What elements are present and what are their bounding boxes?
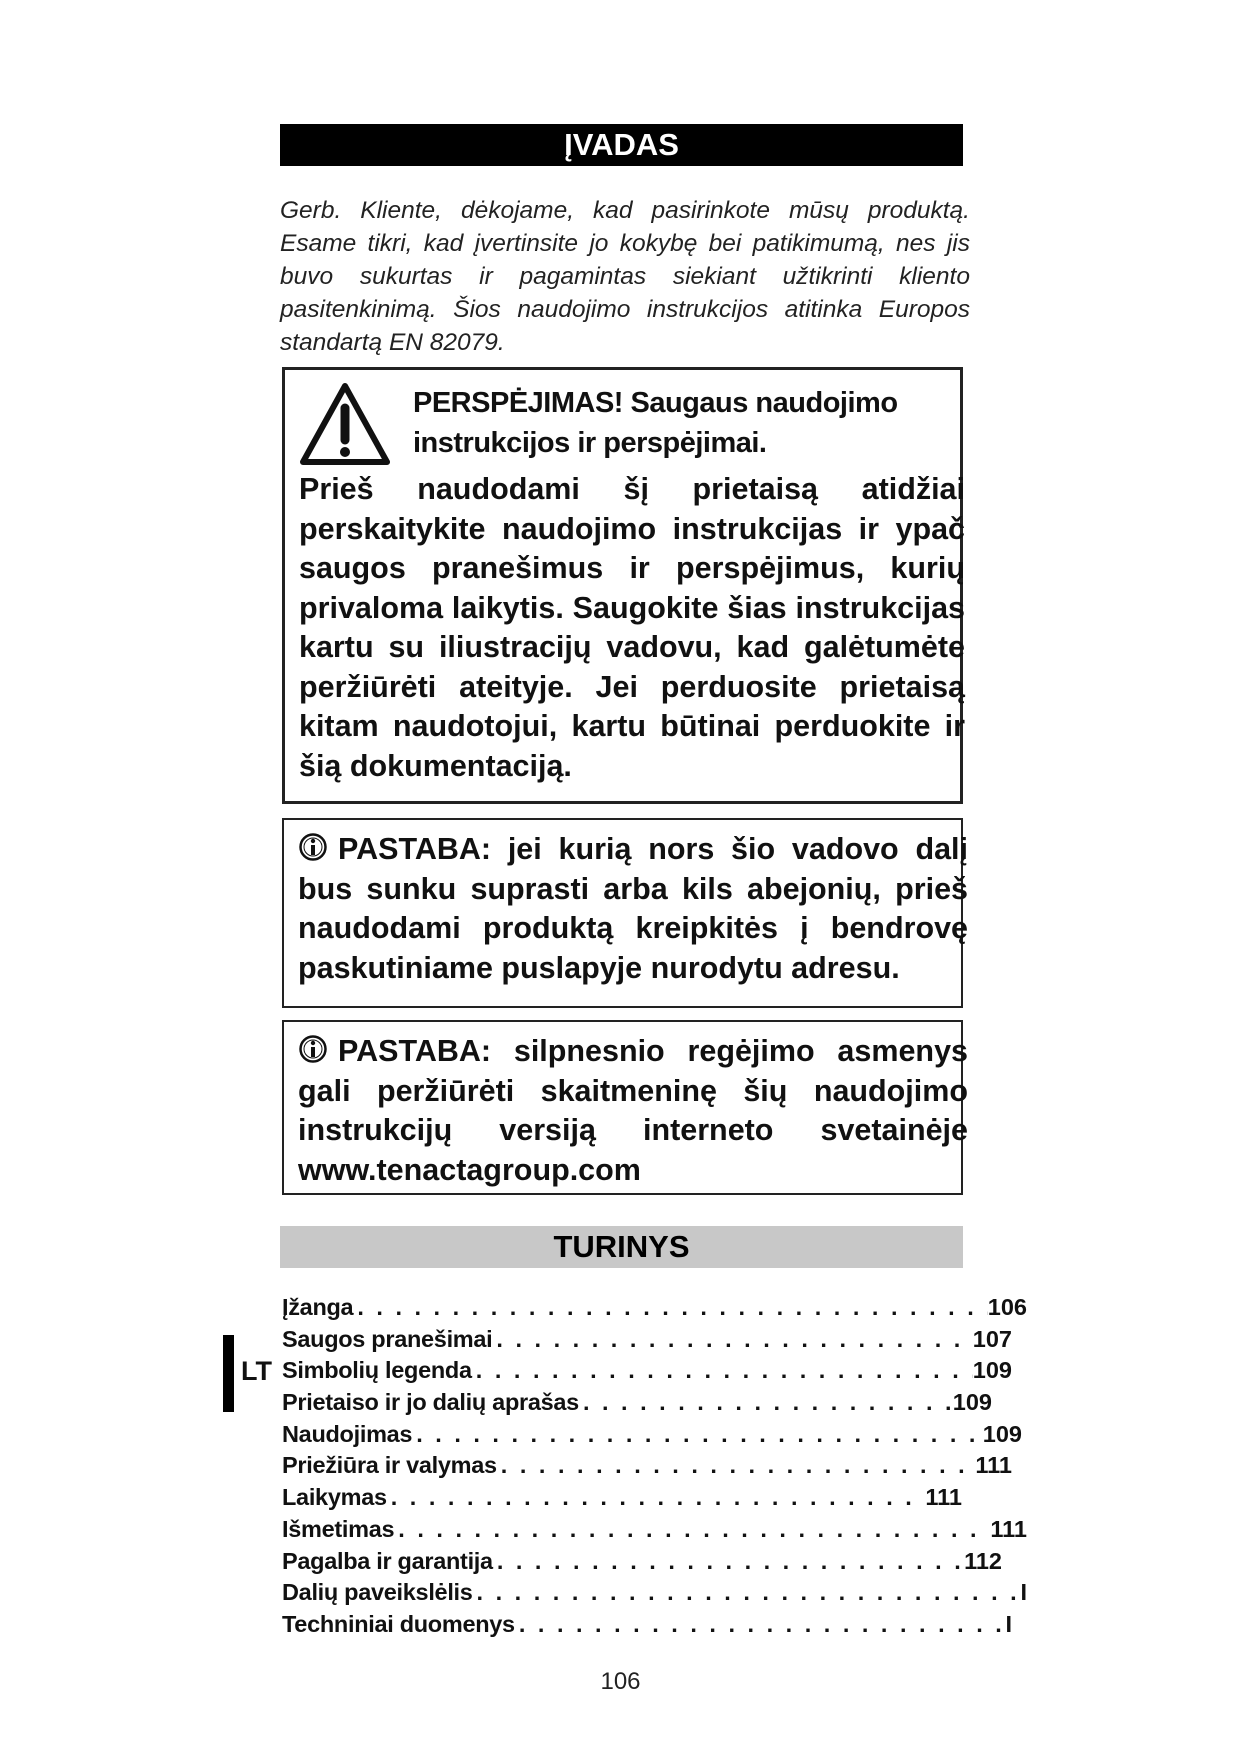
- toc-item-page: 109: [972, 1357, 1012, 1384]
- toc-item-page: I: [1005, 1610, 1012, 1637]
- toc-item-page: 109: [982, 1420, 1022, 1447]
- toc-item-leader: [387, 1482, 926, 1514]
- toc-item[interactable]: [282, 1292, 1027, 1324]
- toc-item-leader: [515, 1609, 1006, 1641]
- toc-item-leader: [353, 1292, 987, 1324]
- toc-item-leader: [394, 1514, 990, 1546]
- toc-item-label: Prietaiso ir jo dalių aprašas: [282, 1389, 579, 1416]
- toc-item[interactable]: [282, 1324, 1012, 1356]
- page-number: 106: [600, 1668, 641, 1695]
- toc-item[interactable]: [282, 1482, 962, 1514]
- toc-item-page: 109: [952, 1389, 992, 1416]
- toc-item-page: 111: [925, 1484, 962, 1511]
- intro-text: Gerb. Kliente, dėkojame, kad pasirinkote mūsų produktą. Esame tikri, kad įvertinsite jo kokybę bei patikimumą, nes jis buvo sukurtas ir pagamintas siekiant užtikrinti kliento pasitenkinimą. Šios naudojimo instrukcijos atitinka Europos standartą EN 82079.: [280, 197, 970, 356]
- toc-item-label: Techniniai duomenys: [282, 1610, 515, 1637]
- note-2: [298, 1032, 968, 1190]
- intro-heading: ĮVADAS: [280, 124, 963, 166]
- toc-item-label: Dalių paveikslėlis: [282, 1579, 473, 1606]
- toc-item[interactable]: [282, 1577, 1027, 1609]
- toc-item-page: 111: [990, 1515, 1027, 1542]
- toc-item-page: 106: [987, 1294, 1027, 1320]
- toc-item[interactable]: [282, 1355, 1012, 1387]
- toc-item-leader: [472, 1355, 973, 1387]
- note-box-1: [282, 818, 968, 1008]
- toc-item-leader: [493, 1546, 964, 1578]
- warning-triangle-icon: [299, 382, 391, 466]
- warning-body: Prieš naudodami šį prietaisą atidžiai perskaitykite naudojimo instrukcijas ir ypač saugos pranešimus ir perspėjimus, kurių privaloma laikytis. Saugokite šias instrukcijas kartu su iliustracijų vadovu, kad galėtumėte peržiūrėti ateityje. Jei perduosite prietaisą kitam naudotojui, kartu būtinai perduokite ir šią dokumentaciją.: [299, 472, 965, 783]
- toc-item-leader: [412, 1419, 983, 1451]
- toc-item[interactable]: [282, 1450, 1012, 1482]
- toc-item-page: 107: [972, 1325, 1012, 1352]
- toc-item-label: Laikymas: [282, 1484, 387, 1511]
- toc-item[interactable]: [282, 1609, 1012, 1641]
- note-1-text: PASTABA: jei kurią nors šio vadovo dalį bus sunku suprasti arba kils abejonių, prieš naudodami produktą kreipkitės į bendrovę paskutiniame puslapyje nurodytu adresu.: [298, 832, 968, 985]
- toc-item[interactable]: [282, 1387, 992, 1419]
- toc-item-label: Saugos pranešimai: [282, 1325, 493, 1352]
- warning-title: PERSPĖJIMAS! Saugaus naudojimo instrukcijos ir perspėjimai.: [413, 387, 898, 459]
- toc-item-label: Priežiūra ir valymas: [282, 1452, 497, 1479]
- toc-item-label: Išmetimas: [282, 1515, 395, 1542]
- toc-item-leader: [579, 1387, 953, 1419]
- language-tab: LT: [241, 1356, 272, 1386]
- toc-item-page: 112: [964, 1547, 1002, 1574]
- toc-item-label: Simbolių legenda: [282, 1357, 472, 1384]
- toc-item[interactable]: [282, 1419, 1022, 1451]
- toc-item[interactable]: [282, 1546, 1002, 1578]
- toc-heading: TURINYS: [280, 1226, 963, 1268]
- toc-item-page: 111: [975, 1452, 1012, 1479]
- warning-box: [282, 367, 963, 804]
- toc-item-label: Pagalba ir garantija: [282, 1547, 493, 1574]
- language-tab-marker: [223, 1335, 234, 1412]
- toc-item-leader: [473, 1577, 1021, 1609]
- toc-item-leader: [497, 1450, 976, 1482]
- info-icon: [298, 1034, 328, 1064]
- info-icon: [298, 832, 328, 862]
- toc-item[interactable]: [282, 1514, 1027, 1546]
- note-box-2: [282, 1020, 968, 1195]
- toc-item-leader: [492, 1324, 972, 1356]
- toc-item-label: Naudojimas: [282, 1420, 413, 1447]
- toc-item-label: Įžanga: [282, 1294, 354, 1320]
- toc-item-page: I: [1020, 1579, 1027, 1606]
- note-1: [298, 830, 968, 988]
- note-2-text: PASTABA: silpnesnio regėjimo asmenys gali peržiūrėti skaitmeninę šių naudojimo instrukcijų versiją interneto svetainėje www.tenactagroup.com: [298, 1034, 968, 1187]
- table-of-contents: [282, 1292, 1027, 1641]
